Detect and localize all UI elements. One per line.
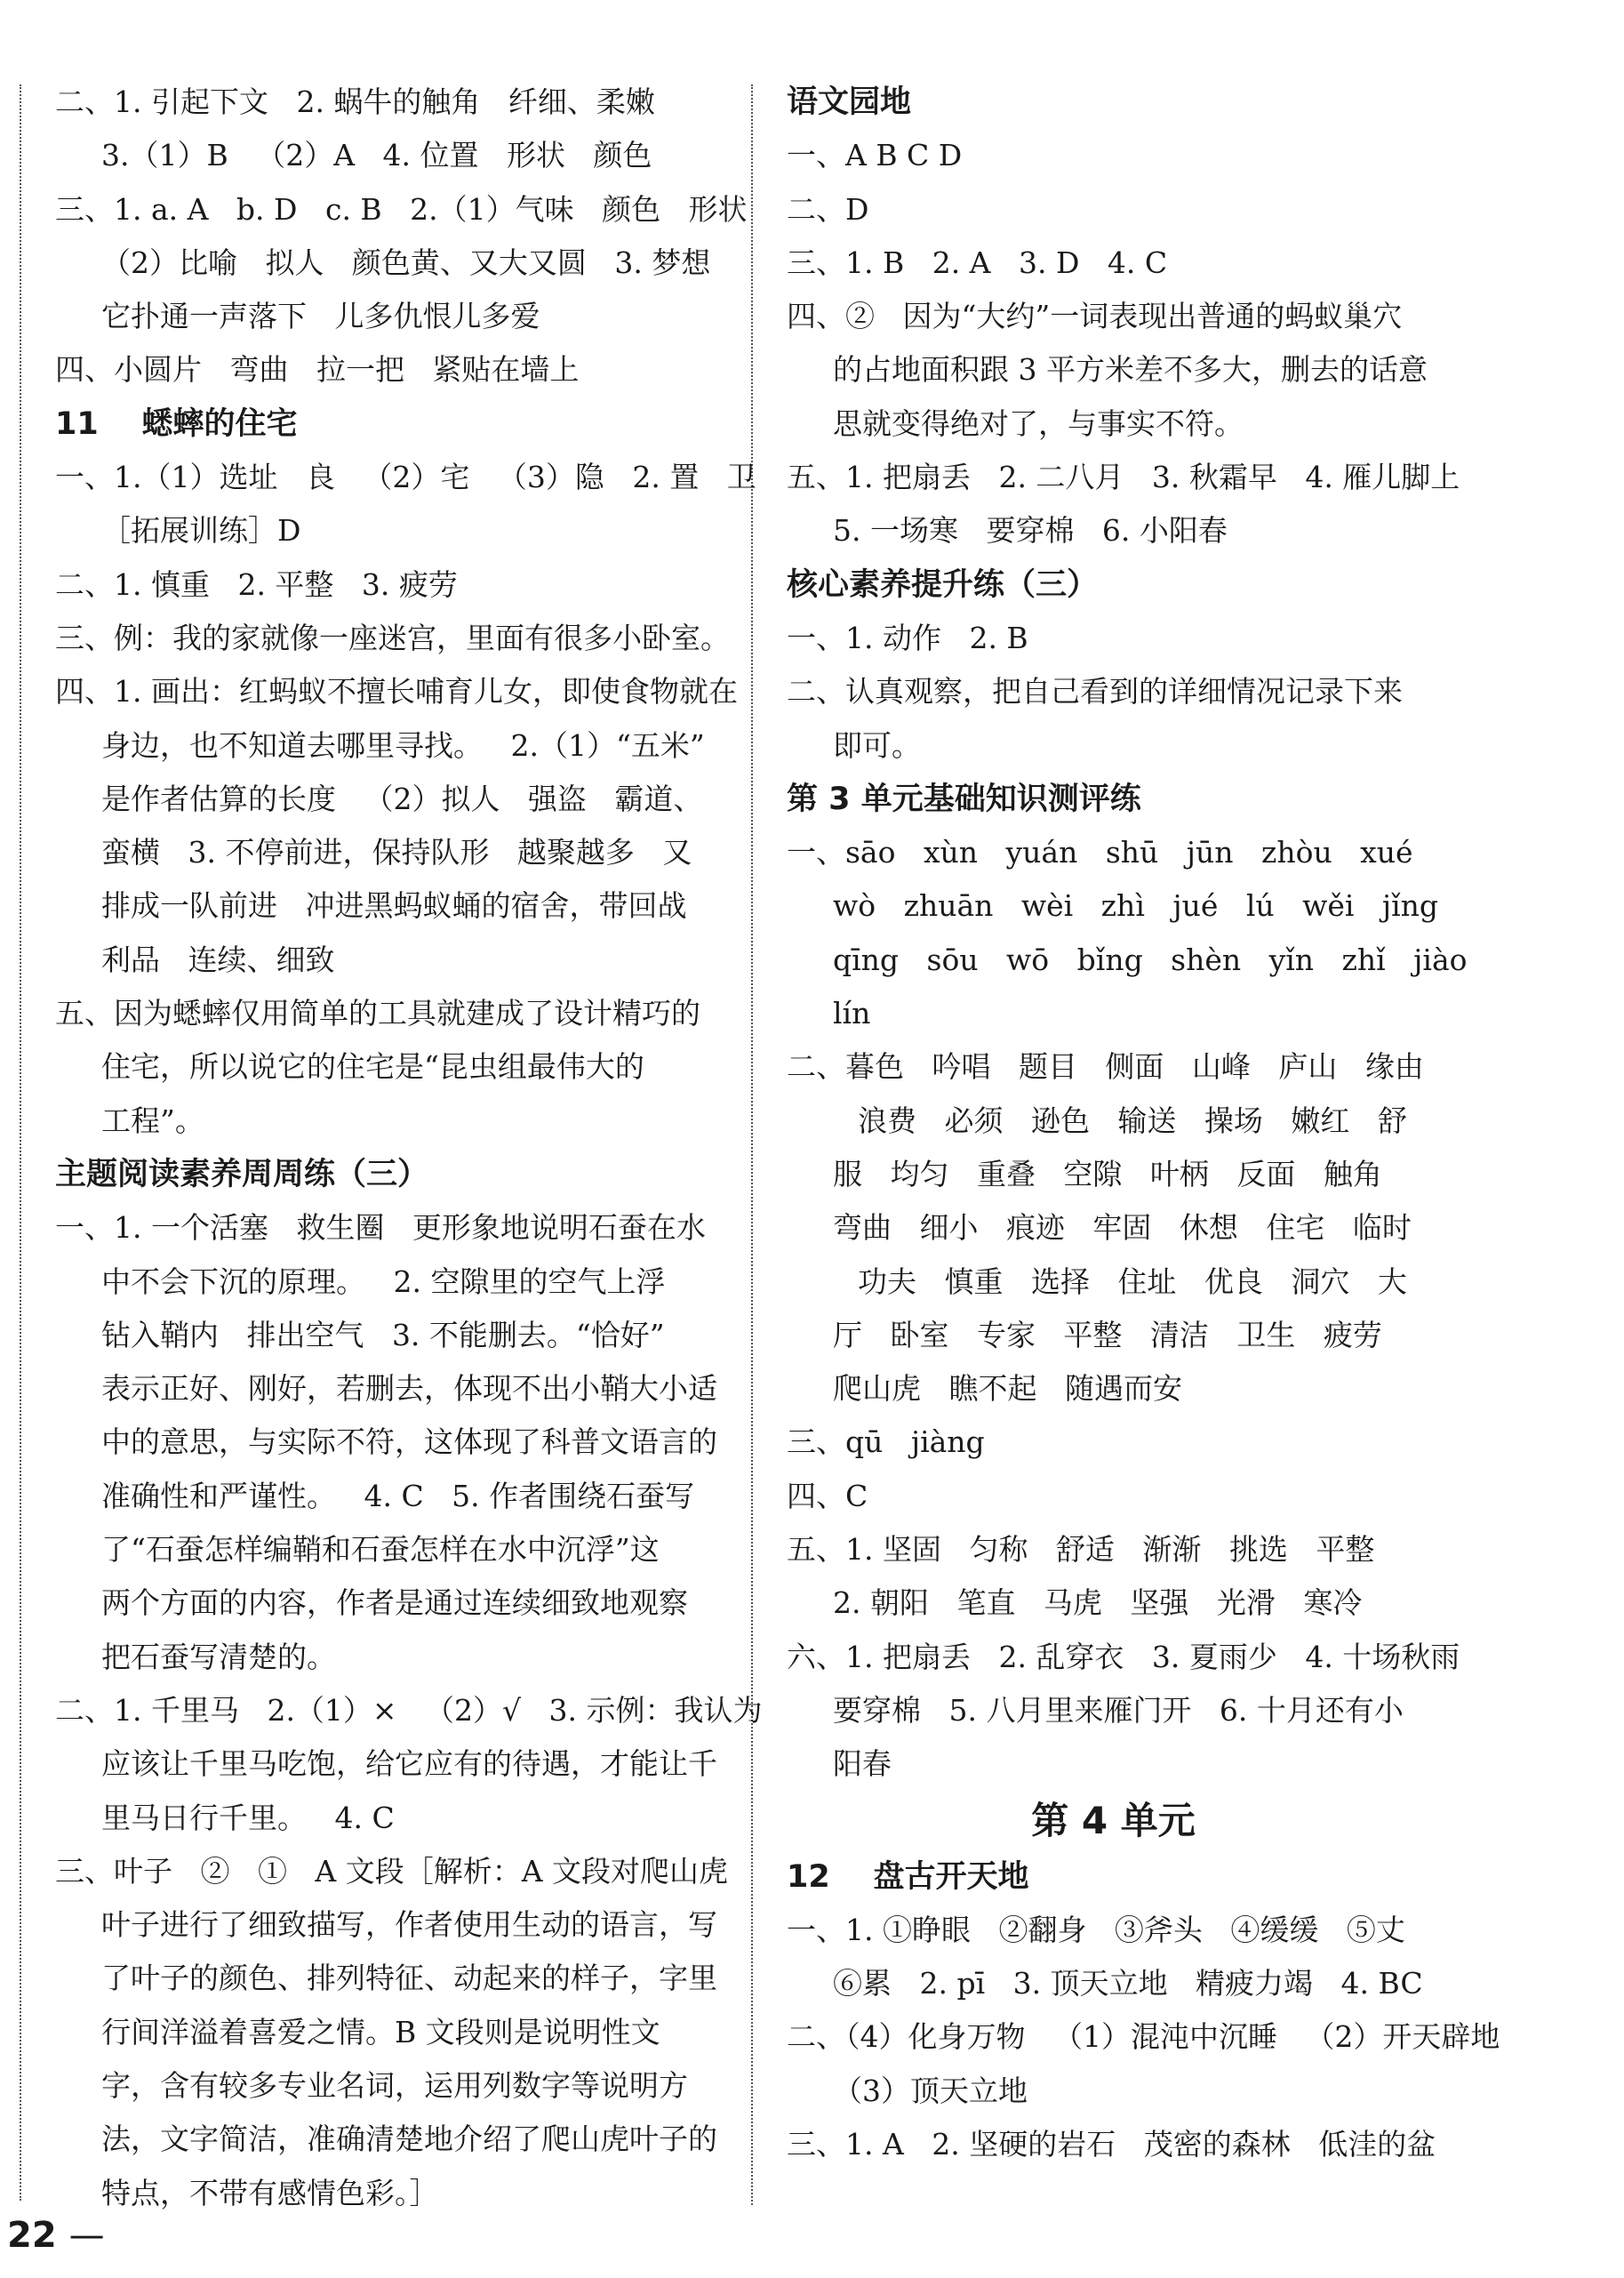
answer-line: 了“石蚕怎样编鞘和石蚕怎样在水中沉浮”这 (101, 1532, 660, 1568)
answer-line: 利品 连续、细致 (101, 942, 335, 977)
answer-line: 二、1. 千里马 2.（1）× （2）√ 3. 示例：我认为 (55, 1692, 763, 1728)
answer-line: 5. 一场寒 要穿棉 6. 小阳春 (833, 513, 1228, 549)
answer-line: 它扑通一声落下 儿多仇恨儿多爱 (101, 299, 540, 334)
page-number-dash: — (68, 2215, 105, 2256)
answer-line: 叶子进行了细致描写，作者使用生动的语言，写 (101, 1907, 717, 1943)
answer-line: 一、1.（1）选址 良 （2）宅 （3）隐 2. 置 卫 (55, 460, 756, 495)
answer-line: 的占地面积跟 3 平方米差不多大，删去的话意 (833, 352, 1428, 388)
answer-line: 把石蚕写清楚的。 (101, 1639, 336, 1674)
answer-line: 钻入鞘内 排出空气 3. 不能删去。“恰好” (101, 1317, 665, 1352)
page-number (7, 2214, 105, 2257)
section-heading-theme-reading: 主题阅读素养周周练（三） (55, 1156, 429, 1192)
answer-line: 要穿棉 5. 八月里来雁门开 6. 十月还有小 (833, 1692, 1404, 1728)
answer-line: 四、小圆片 弯曲 拉一把 紧贴在墙上 (55, 352, 580, 388)
answer-line: 二、D (787, 191, 869, 227)
unit-title-4: 第 4 单元 (1031, 1798, 1196, 1842)
answer-line: 身边，也不知道去哪里寻找。 2.（1）“五米” (101, 727, 705, 763)
page-number-value: 22 (7, 2215, 57, 2256)
answer-line: 字，含有较多专业名词，运用列数字等说明方 (101, 2067, 688, 2103)
answer-line: wò zhuān wèi zhì jué lú wěi jǐng (833, 888, 1439, 924)
answer-line: 五、1. 坚固 匀称 舒适 渐渐 挑选 平整 (787, 1532, 1375, 1568)
answer-line: 特点，不带有感情色彩。］ (101, 2175, 439, 2210)
answer-line: 二、1. 引起下文 2. 蜗牛的触角 纤细、柔嫩 (55, 84, 655, 119)
answer-line: 一、A B C D (787, 138, 963, 173)
lesson-heading-12: 12 盘古开天地 (787, 1858, 1029, 1895)
answer-line: 功夫 慎重 选择 住址 优良 洞穴 大 (858, 1263, 1407, 1299)
answer-line: 三、叶子 ② ① A 文段［解析：A 文段对爬山虎 (55, 1853, 729, 1889)
right-column (787, 76, 1500, 2171)
answer-line: 法，文字简洁，准确清楚地介绍了爬山虎叶子的 (101, 2122, 717, 2157)
answer-line: 厅 卧室 专家 平整 清洁 卫生 疲劳 (833, 1317, 1382, 1352)
section-heading-unit3-test: 第 3 单元基础知识测评练 (787, 781, 1141, 817)
answer-line: 弯曲 细小 痕迹 牢固 休想 住宅 临时 (833, 1210, 1412, 1246)
answer-line: 三、例：我的家就像一座迷宫，里面有很多小卧室。 (55, 620, 730, 655)
answer-line: 中的意思，与实际不符，这体现了科普文语言的 (101, 1424, 717, 1460)
answer-line: 排成一队前进 冲进黑蚂蚁蛹的宿舍，带回战 (101, 888, 687, 924)
answer-line: 即可。 (833, 727, 921, 763)
answer-line: 浪费 必须 逊色 输送 操场 嫩红 舒 (858, 1103, 1407, 1138)
left-margin-rule (20, 84, 21, 2201)
answer-line: 2. 朝阳 笔直 马虎 坚强 光滑 寒冷 (833, 1585, 1363, 1621)
section-heading-chinese-garden: 语文园地 (787, 84, 912, 120)
answer-line: 五、1. 把扇丢 2. 二八月 3. 秋霜早 4. 雁儿脚上 (787, 460, 1460, 495)
answer-line: 住宅，所以说它的住宅是“昆虫组最伟大的 (101, 1049, 644, 1085)
answer-line: ⑥累 2. pī 3. 顶天立地 精疲力竭 4. BC (833, 1966, 1423, 2001)
answer-line: 蛮横 3. 不停前进，保持队形 越聚越多 又 (101, 835, 692, 870)
answer-line: 行间洋溢着喜爱之情。B 文段则是说明性文 (101, 2014, 660, 2049)
answer-line: 应该让千里马吃饱，给它应有的待遇，才能让千 (101, 1746, 717, 1782)
answer-line: 一、1. ①睁眼 ②翻身 ③斧头 ④缓缓 ⑤丈 (787, 1912, 1405, 1947)
answer-line: 四、C (787, 1478, 868, 1513)
answer-line: 二、认真观察，把自己看到的详细情况记录下来 (787, 674, 1403, 710)
answer-line: 三、1. B 2. A 3. D 4. C (787, 245, 1168, 280)
answer-line: （3）顶天立地 (833, 2073, 1028, 2108)
answer-line: ［拓展训练］D (101, 513, 301, 549)
answer-line: 一、sāo xùn yuán shū jūn zhòu xué (787, 835, 1413, 870)
answer-line: 二、暮色 吟唱 题目 侧面 山峰 庐山 缘由 (787, 1049, 1424, 1085)
answer-line: 服 均匀 重叠 空隙 叶柄 反面 触角 (833, 1156, 1382, 1191)
answer-line: 是作者估算的长度 （2）拟人 强盗 霸道、 (101, 781, 703, 816)
answer-line: 阳春 (833, 1746, 892, 1782)
section-heading-core-literacy: 核心素养提升练（三） (787, 566, 1099, 603)
answer-line: 四、② 因为“大约”一词表现出普通的蚂蚁巢穴 (787, 299, 1403, 334)
answer-line: 了叶子的颜色、排列特征、动起来的样子，字里 (101, 1961, 717, 1996)
answer-line: 中不会下沉的原理。 2. 空隙里的空气上浮 (101, 1263, 666, 1299)
answer-line: （2）比喻 拟人 颜色黄、又大又圆 3. 梦想 (101, 245, 711, 280)
answer-line: 两个方面的内容，作者是通过连续细致地观察 (101, 1585, 688, 1621)
answer-line: 三、1. A 2. 坚硬的岩石 茂密的森林 低洼的盆 (787, 2126, 1436, 2162)
answer-line: 六、1. 把扇丢 2. 乱穿衣 3. 夏雨少 4. 十场秋雨 (787, 1639, 1460, 1674)
answer-line: 表示正好、刚好，若删去，体现不出小鞘大小适 (101, 1371, 717, 1407)
answer-line: 思就变得绝对了，与事实不符。 (833, 405, 1244, 441)
answer-line: 准确性和严谨性。 4. C 5. 作者围绕石蚕写 (101, 1478, 695, 1513)
answer-line: 五、因为蟋蟀仅用简单的工具就建成了设计精巧的 (55, 996, 700, 1031)
answer-line: qīng sōu wō bǐng shèn yǐn zhǐ jiào (833, 942, 1468, 977)
answer-line: 工程”。 (101, 1103, 204, 1138)
answer-line: 一、1. 动作 2. B (787, 620, 1028, 655)
answer-line: lín (833, 996, 871, 1031)
answer-line: 3.（1）B （2）A 4. 位置 形状 颜色 (101, 138, 652, 173)
answer-line: 里马日行千里。 4. C (101, 1800, 395, 1835)
lesson-heading-11: 11 蟋蟀的住宅 (55, 405, 298, 442)
column-divider (751, 84, 753, 2205)
left-column (55, 76, 763, 2220)
answer-line: 三、1. a. A b. D c. B 2.（1）气味 颜色 形状 (55, 191, 748, 227)
answer-line: 二、1. 慎重 2. 平整 3. 疲劳 (55, 566, 458, 602)
answer-line: 一、1. 一个活塞 救生圈 更形象地说明石蚕在水 (55, 1210, 706, 1246)
answer-line: 爬山虎 瞧不起 随遇而安 (833, 1371, 1182, 1407)
answer-line: 四、1. 画出：红蚂蚁不擅长哺育儿女，即使食物就在 (55, 674, 738, 710)
answer-line: 三、qū jiàng (787, 1424, 985, 1460)
answer-line: 二、（4）化身万物 （1）混沌中沉睡 （2）开天辟地 (787, 2019, 1500, 2055)
